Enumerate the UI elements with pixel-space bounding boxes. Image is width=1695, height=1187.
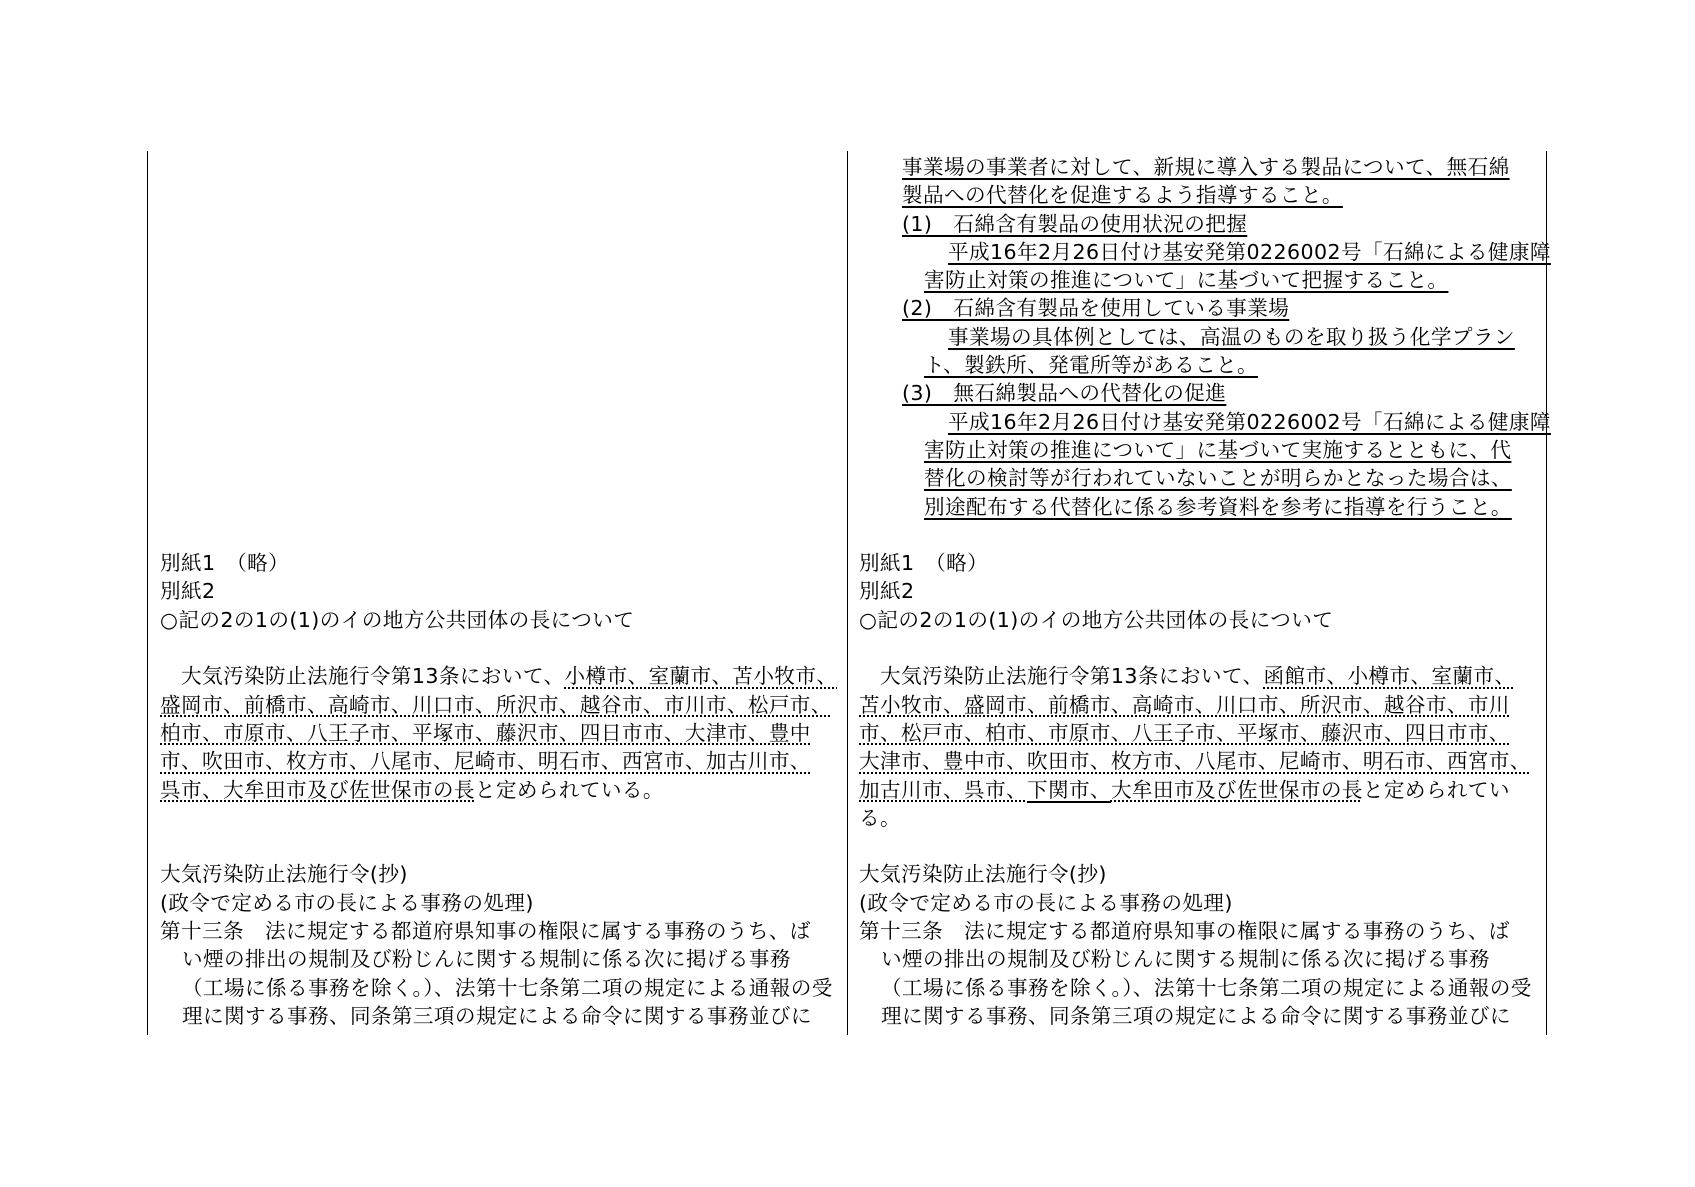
text-line [160, 408, 840, 436]
amended-text: (1) 石綿含有製品の使用状況の把握 [902, 211, 1248, 236]
text-line [160, 1002, 840, 1030]
text-line [859, 832, 1539, 860]
text-segment: 第十三条 法に規定する都道府県知事の権限に属する事務のうち、ば [160, 919, 811, 944]
text-segment: ○記の2の1の(1)のイの地方公共団体の長について [160, 607, 635, 632]
text-line [859, 210, 1539, 238]
amended-text: 害防止対策の推進について」に基づいて把握すること。 [924, 268, 1449, 293]
text-line [859, 493, 1539, 521]
text-line [160, 181, 840, 209]
text-segment: と定められてい [1362, 777, 1510, 802]
amended-text: 害防止対策の推進について」に基づいて実施するとともに、代 [924, 437, 1512, 462]
text-line [160, 662, 840, 690]
text-line [160, 747, 840, 775]
amended-text: 別途配布する代替化に係る参考資料を参考に指導を行うこと。 [924, 494, 1512, 519]
text-segment: 別紙2 [160, 579, 216, 604]
left-column-old-text [160, 153, 840, 1030]
city-list-text: 大牟田市及び佐世保市の長 [1110, 777, 1363, 802]
text-line [859, 408, 1551, 436]
text-line [160, 917, 840, 945]
city-list-text: 加古川市、呉市、 [859, 777, 1027, 802]
text-line [859, 945, 1539, 973]
city-list-text: 市、吹田市、枚方市、八尾市、尼崎市、明石市、西宮市、加古川市、 [160, 749, 811, 774]
amended-text: 替化の検討等が行われていないことが明らかとなった場合は、 [924, 466, 1512, 491]
text-line [160, 606, 840, 634]
text-segment: と定められている。 [474, 777, 664, 802]
text-segment: (政令で定める市の長による事務の処理) [859, 890, 1233, 915]
text-line [160, 945, 840, 973]
text-line [160, 493, 840, 521]
amended-text: (2) 石綿含有製品を使用している事業場 [902, 296, 1290, 321]
city-list-text: 柏市、市原市、八王子市、平塚市、藤沢市、四日市市、大津市、豊中 [160, 720, 811, 745]
text-segment: 理に関する事務、同条第三項の規定による命令に関する事務並びに [881, 1003, 1511, 1028]
text-line [859, 662, 1539, 690]
text-line [859, 323, 1539, 351]
text-line [859, 776, 1539, 804]
city-list-text: 小樽市、室蘭市、苫小牧市、 [564, 664, 838, 689]
table-border-right [1546, 151, 1547, 1035]
text-line [160, 323, 840, 351]
text-line [160, 436, 840, 464]
text-segment: 大気汚染防止法施行令第13条において、 [160, 664, 565, 689]
text-line [859, 634, 1539, 662]
text-line [859, 691, 1539, 719]
text-line [859, 1002, 1539, 1030]
text-line [859, 549, 1539, 577]
amended-text: 平成16年2月26日付け基安発第0226002号「石綿による健康障 [948, 239, 1551, 264]
text-line [859, 294, 1539, 322]
text-line [160, 776, 840, 804]
text-line [859, 181, 1539, 209]
amended-text: 製品への代替化を促進するよう指導すること。 [902, 183, 1343, 208]
text-line [859, 889, 1539, 917]
city-list-text: 苫小牧市、盛岡市、前橋市、高崎市、川口市、所沢市、越谷市、市川 [859, 692, 1510, 717]
amended-text: ト、製鉄所、発電所等があること。 [924, 353, 1259, 378]
right-column-new-text [859, 153, 1551, 1030]
text-line [160, 577, 840, 605]
city-list-text: 盛岡市、前橋市、高崎市、川口市、所沢市、越谷市、市川市、松戸市、 [160, 692, 832, 717]
text-line [160, 691, 840, 719]
text-line [859, 974, 1539, 1002]
text-line [160, 238, 840, 266]
city-list-text: 大津市、豊中市、吹田市、枚方市、八尾市、尼崎市、明石市、西宮市、 [859, 749, 1531, 774]
text-segment: い煙の排出の規制及び粉じんに関する規制に係る次に掲げる事務 [881, 947, 1490, 972]
text-line [160, 153, 840, 181]
text-segment: (政令で定める市の長による事務の処理) [160, 890, 534, 915]
city-list-text: 呉市、大牟田市及び佐世保市の長 [160, 777, 475, 802]
text-line [160, 294, 840, 322]
text-segment: 大気汚染防止法施行令第13条において、 [859, 664, 1264, 689]
text-segment: る。 [859, 805, 901, 830]
text-line [859, 860, 1539, 888]
text-segment: 別紙2 [859, 579, 915, 604]
text-segment: 大気汚染防止法施行令(抄) [859, 862, 1107, 887]
amended-text: 平成16年2月26日付け基安発第0226002号「石綿による健康障 [948, 409, 1551, 434]
text-line [859, 379, 1539, 407]
text-line [859, 238, 1551, 266]
amended-text: 下関市、 [1026, 777, 1111, 802]
city-list-text: 函館市、小樽市、室蘭市、 [1263, 664, 1516, 689]
text-line [859, 747, 1539, 775]
text-line [160, 860, 840, 888]
text-segment: 理に関する事務、同条第三項の規定による命令に関する事務並びに [182, 1003, 812, 1028]
text-line [859, 521, 1539, 549]
table-border-middle [847, 151, 848, 1035]
text-line [859, 351, 1539, 379]
text-segment: 第十三条 法に規定する都道府県知事の権限に属する事務のうち、ば [859, 919, 1510, 944]
text-line [859, 266, 1539, 294]
text-line [160, 379, 840, 407]
amended-text: (3) 無石綿製品への代替化の促進 [902, 381, 1227, 406]
text-line [160, 351, 840, 379]
text-line [160, 521, 840, 549]
amended-text: 事業場の具体例としては、高温のものを取り扱う化学プラン [948, 324, 1515, 349]
text-line [160, 974, 840, 1002]
text-line [160, 804, 840, 832]
text-line [859, 464, 1539, 492]
text-line [859, 719, 1539, 747]
text-line [859, 606, 1539, 634]
text-line [160, 549, 840, 577]
text-segment: 別紙1 （略） [859, 551, 989, 576]
text-segment: い煙の排出の規制及び粉じんに関する規制に係る次に掲げる事務 [182, 947, 791, 972]
text-line [160, 889, 840, 917]
text-line [160, 832, 840, 860]
text-line [160, 719, 840, 747]
text-line [160, 266, 840, 294]
city-list-text: 市、松戸市、柏市、市原市、八王子市、平塚市、藤沢市、四日市市、 [859, 720, 1510, 745]
text-segment: ○記の2の1の(1)のイの地方公共団体の長について [859, 607, 1334, 632]
text-line [160, 634, 840, 662]
text-line [859, 153, 1539, 181]
text-segment: （工場に係る事務を除く。）、法第十七条第二項の規定による通報の受 [182, 975, 833, 1000]
text-line [859, 436, 1539, 464]
text-line [859, 917, 1539, 945]
text-line [859, 577, 1539, 605]
text-segment: 大気汚染防止法施行令(抄) [160, 862, 408, 887]
text-line [859, 804, 1539, 832]
text-segment: 別紙1 （略） [160, 551, 290, 576]
text-segment: （工場に係る事務を除く。）、法第十七条第二項の規定による通報の受 [881, 975, 1532, 1000]
text-line [160, 210, 840, 238]
text-line [160, 464, 840, 492]
table-border-left [147, 151, 148, 1035]
amended-text: 事業場の事業者に対して、新規に導入する製品について、無石綿 [902, 155, 1510, 179]
